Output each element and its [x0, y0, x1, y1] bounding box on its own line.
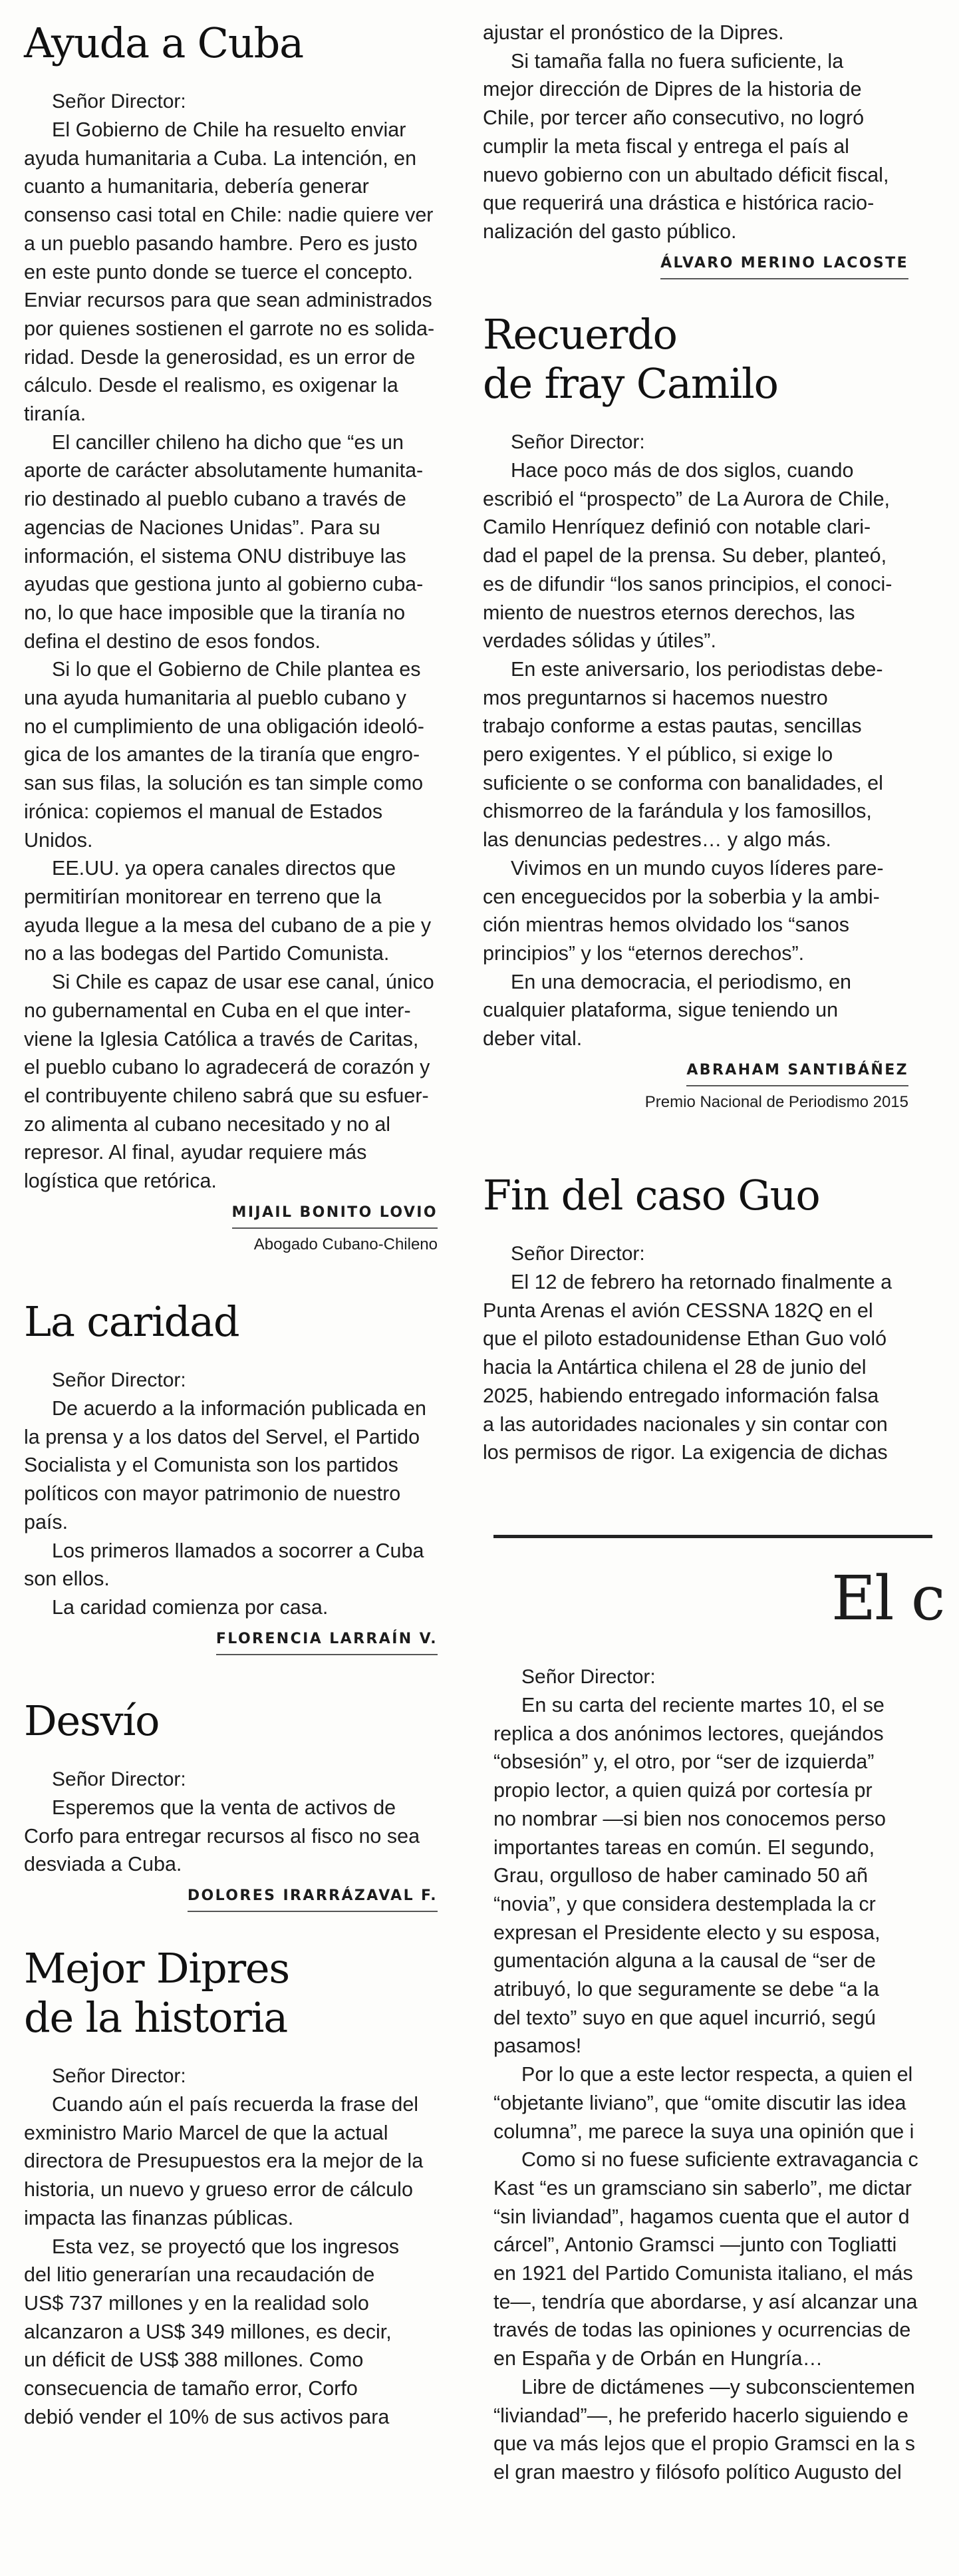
- text-line: mejor dirección de Dipres de la historia de: [483, 78, 862, 101]
- letter-title: [483, 1171, 908, 1220]
- letter-body: [483, 456, 908, 1053]
- title-line: Ayuda a Cuba: [24, 19, 303, 67]
- text-line: Punta Arenas el avión CESSNA 182Q en el: [483, 1299, 873, 1322]
- text-line: mos preguntarnos si hacemos nuestro: [483, 686, 828, 709]
- text-line: defina el destino de esos fondos.: [24, 629, 321, 653]
- text-line: chismorreo de la farándula y los famosillos,: [483, 800, 872, 823]
- signature-name: FLORENCIA LARRAÍN V.: [216, 1627, 438, 1655]
- text-line: el contribuyente chileno sabrá que su esfuer-: [24, 1084, 429, 1107]
- title-line: Desvío: [24, 1696, 160, 1745]
- text-line: El Gobierno de Chile ha resuelto enviar: [52, 118, 406, 141]
- paragraph: [483, 19, 908, 47]
- text-line: pasamos!: [493, 2034, 582, 2058]
- text-line: gumentación alguna a la causal de “ser de: [493, 1949, 876, 1973]
- letter-body: [483, 19, 908, 246]
- text-line: expresan el Presidente electo y su esposa,: [493, 1921, 881, 1944]
- text-line: Esta vez, se proyectó que los ingresos: [52, 2235, 400, 2258]
- text-line: cárcel”, Antonio Gramsci —junto con Togliatti: [493, 2233, 897, 2257]
- letter-body: [493, 1691, 959, 2487]
- letter-title: [483, 310, 908, 408]
- text-line: permitirían monitorear en terreno que la: [24, 885, 382, 908]
- paragraph: [24, 1394, 438, 1537]
- text-line: Enviar recursos para que sean administrados: [24, 289, 432, 312]
- signature-block: [483, 251, 908, 279]
- text-line: Unidos.: [24, 828, 93, 852]
- letter: [24, 1297, 438, 1655]
- text-line: “objetante liviano”, que “omite discutir las idea: [493, 2091, 906, 2114]
- text-line: del litio generarían una recaudación de: [24, 2263, 375, 2287]
- text-line: consecuencia de tamaño error, Corfo: [24, 2377, 358, 2400]
- text-line: no a las bodegas del Partido Comunista.: [24, 942, 390, 965]
- paragraph: [24, 1794, 438, 1879]
- paragraph: [483, 968, 908, 1053]
- text-line: En su carta del reciente martes 10, el se: [521, 1694, 885, 1716]
- text-line: importantes tareas en común. El segundo,: [493, 1836, 875, 1859]
- text-line: “sin liviandad”, hagamos cuenta que el autor d: [493, 2205, 910, 2228]
- text-line: Los primeros llamados a socorrer a Cuba: [52, 1539, 424, 1562]
- signature-name: MIJAIL BONITO LOVIO: [232, 1201, 438, 1229]
- text-line: debió vender el 10% de sus activos para: [24, 2405, 390, 2428]
- text-line: Chile, por tercer año consecutivo, no logró: [483, 106, 865, 130]
- text-line: través de todas las opiniones y ocurrencias de: [493, 2319, 911, 2342]
- salutation: Señor Director:: [52, 1369, 186, 1391]
- paragraph: [483, 1268, 908, 1467]
- text-line: replica a dos anónimos lectores, quejándos: [493, 1722, 884, 1745]
- text-line: consenso casi total en Chile: nadie quiere ver: [24, 204, 434, 227]
- signature-block: [24, 1201, 438, 1258]
- paragraph: [483, 655, 908, 854]
- paragraph: [24, 1537, 438, 1593]
- text-line: a las autoridades nacionales y sin contar con: [483, 1412, 888, 1436]
- signature-name: ABRAHAM SANTIBÁÑEZ: [686, 1058, 908, 1086]
- text-line: rio destinado al pueblo cubano a través de: [24, 488, 406, 511]
- text-line: viene la Iglesia Católica a través de Caritas,: [24, 1027, 419, 1050]
- text-line: Corfo para entregar recursos al fisco no sea: [24, 1824, 420, 1848]
- text-line: san sus filas, la solución es tan simple como: [24, 772, 424, 795]
- text-line: por quienes sostienen el garrote no es solida-: [24, 317, 435, 340]
- text-line: las denuncias pedestres… y algo más.: [483, 828, 831, 852]
- salutation: Señor Director:: [511, 431, 645, 453]
- text-line: historia, un nuevo y grueso error de cálculo: [24, 2178, 413, 2201]
- signature-role: Abogado Cubano-Chileno: [253, 1235, 438, 1253]
- paragraph: [493, 2060, 959, 2146]
- text-line: “liviandad”—, he preferido hacerlo siguiendo e: [493, 2404, 908, 2427]
- text-line: Si lo que el Gobierno de Chile plantea es: [52, 658, 421, 681]
- text-line: principios” y los “eternos derechos”.: [483, 941, 805, 965]
- letter-body: [483, 1268, 908, 1467]
- text-line: Esperemos que la venta de activos de: [52, 1796, 396, 1819]
- text-line: es de difundir “los sanos principios, el conoci-: [483, 572, 892, 595]
- signature-block: [24, 1884, 438, 1912]
- text-line: miento de nuestros eternos derechos, las: [483, 601, 855, 624]
- text-line: directora de Presupuestos era la mejor de la: [24, 2150, 424, 2173]
- letter-title: [24, 1696, 438, 1746]
- text-line: zo alimenta al cubano necesitado y no al: [24, 1112, 391, 1136]
- text-line: Si Chile es capaz de usar ese canal, único: [52, 971, 434, 994]
- paragraph: [493, 2373, 959, 2487]
- text-line: cuanto a humanitaria, debería generar: [24, 175, 369, 198]
- paragraph: [483, 47, 908, 246]
- cropped-letter: [493, 1663, 959, 2487]
- text-line: país.: [24, 1510, 68, 1533]
- title-line: Mejor Dipres: [24, 1944, 290, 1993]
- text-line: ayuda humanitaria a Cuba. La intención, en: [24, 146, 417, 170]
- text-line: ción mientras hemos olvidado los “sanos: [483, 913, 849, 937]
- text-line: cálculo. Desde el realismo, es oxigenar la: [24, 374, 398, 397]
- text-line: logística que retórica.: [24, 1170, 217, 1193]
- text-line: en este punto donde se tuerce el concepto.: [24, 260, 414, 283]
- text-line: “novia”, y que considera destemplada la cr: [493, 1892, 876, 1915]
- text-line: en España y de Orbán en Hungría…: [493, 2347, 823, 2370]
- text-line: te—, tendría que abordarse, y así alcanzar una: [493, 2290, 918, 2313]
- letter-body: [24, 2090, 438, 2431]
- text-line: no el cumplimiento de una obligación ideoló-: [24, 715, 424, 738]
- letter-body: [24, 1394, 438, 1622]
- paragraph: [24, 968, 438, 1196]
- text-line: ridad. Desde la generosidad, es un error de: [24, 345, 416, 369]
- text-line: información, el sistema ONU distribuye las: [24, 544, 406, 567]
- text-line: Kast “es un gramsciano sin saberlo”, me dictar: [493, 2176, 912, 2199]
- text-line: atribuyó, lo que seguramente se debe “a la: [493, 1978, 879, 2001]
- text-line: aporte de carácter absolutamente humanita-: [24, 459, 424, 482]
- text-line: El 12 de febrero ha retornado finalmente a: [511, 1271, 892, 1293]
- continued-letter: [483, 19, 908, 279]
- text-line: Socialista y el Comunista son los partidos: [24, 1454, 398, 1477]
- text-line: políticos con mayor patrimonio de nuestro: [24, 1482, 401, 1506]
- text-line: en 1921 del Partido Comunista italiano, el más: [493, 2262, 913, 2285]
- title-line: de fray Camilo: [483, 359, 778, 408]
- text-line: En este aniversario, los periodistas debe-: [511, 657, 883, 681]
- text-line: una ayuda humanitaria al pueblo cubano y: [24, 687, 406, 710]
- section-divider-rule: [493, 1535, 932, 1538]
- text-line: exministro Mario Marcel de que la actual: [24, 2121, 388, 2144]
- title-line: Fin del caso Guo: [483, 1171, 820, 1219]
- text-line: suficiente o se conforma con banalidades, el: [483, 771, 883, 794]
- text-line: nalización del gasto público.: [483, 220, 737, 243]
- text-line: cualquier plataforma, sigue teniendo un: [483, 999, 839, 1022]
- text-line: el gran maestro y filósofo político Augusto del: [493, 2460, 902, 2484]
- text-line: pero exigentes. Y el público, si exige lo: [483, 743, 833, 766]
- text-line: la prensa y a los datos del Servel, el Partido: [24, 1425, 420, 1448]
- text-line: ajustar el pronóstico de la Dipres.: [483, 21, 784, 44]
- title-line: de la historia: [24, 1993, 288, 2042]
- text-line: alcanzaron a US$ 349 millones, es decir,: [24, 2320, 392, 2343]
- cropped-letter-title: El c: [831, 1563, 944, 1634]
- text-line: que requerirá una drástica e histórica racio-: [483, 192, 875, 215]
- salutation: Señor Director:: [511, 1243, 645, 1265]
- signature-name: ÁLVARO MERINO LACOSTE: [660, 251, 908, 279]
- paragraph: [24, 428, 438, 656]
- paragraph: [24, 1593, 438, 1622]
- text-line: represor. Al final, ayudar requiere más: [24, 1141, 367, 1164]
- text-line: nuevo gobierno con un abultado déficit fiscal,: [483, 163, 889, 186]
- paragraph: [483, 854, 908, 968]
- text-line: deber vital.: [483, 1027, 583, 1050]
- signature-name: DOLORES IRARRÁZAVAL F.: [188, 1884, 438, 1912]
- text-line: tiranía.: [24, 402, 86, 426]
- text-line: Como si no fuese suficiente extravagancia c: [521, 2148, 918, 2172]
- text-line: 2025, habiendo entregado información falsa: [483, 1384, 879, 1407]
- text-line: un déficit de US$ 388 millones. Como: [24, 2348, 364, 2372]
- letter-title: [24, 1944, 438, 2042]
- letter-title: [24, 19, 438, 68]
- text-line: La caridad comienza por casa.: [52, 1595, 329, 1619]
- text-line: Por lo que a este lector respecta, a quien el: [521, 2063, 913, 2086]
- text-line: “obsesión” y, el otro, por “ser de izquierda”: [493, 1750, 875, 1774]
- signature-role: Premio Nacional de Periodismo 2015: [644, 1092, 908, 1111]
- text-line: a un pueblo pasando hambre. Pero es justo: [24, 232, 418, 255]
- text-line: los permisos de rigor. La exigencia de dichas: [483, 1441, 888, 1464]
- text-line: Camilo Henríquez definió con notable clari-: [483, 516, 871, 539]
- text-line: ayuda llegue a la mesa del cubano de a pie y: [24, 913, 432, 937]
- text-line: irónica: copiemos el manual de Estados: [24, 800, 383, 823]
- text-line: Hace poco más de dos siglos, cuando: [511, 459, 854, 482]
- salutation: Señor Director:: [52, 1768, 186, 1790]
- title-line: La caridad: [24, 1297, 239, 1346]
- paragraph: [24, 655, 438, 854]
- text-line: Cuando aún el país recuerda la frase del: [52, 2093, 419, 2116]
- paragraph: [24, 854, 438, 968]
- text-line: desviada a Cuba.: [24, 1853, 182, 1876]
- letter: [483, 1171, 908, 1467]
- title-line: Recuerdo: [483, 310, 677, 359]
- letter: [24, 1944, 438, 2431]
- text-line: del texto” suyo en que aquel incurrió, segú: [493, 2006, 876, 2029]
- text-line: trabajo conforme a estas pautas, sencillas: [483, 715, 862, 738]
- text-line: el pueblo cubano lo agradecerá de corazón y: [24, 1056, 430, 1079]
- letter: [24, 19, 438, 1258]
- text-line: EE.UU. ya opera canales directos que: [52, 857, 396, 880]
- text-line: Vivimos en un mundo cuyos líderes pare-: [511, 856, 884, 880]
- text-line: De acuerdo a la información publicada en: [52, 1397, 426, 1420]
- signature-block: [24, 1627, 438, 1655]
- letter-title: [24, 1297, 438, 1347]
- paragraph: [24, 2090, 438, 2233]
- text-line: agencias de Naciones Unidas”. Para su: [24, 516, 380, 539]
- text-line: que el piloto estadounidense Ethan Guo voló: [483, 1327, 887, 1351]
- text-line: no nombrar —si bien nos conocemos perso: [493, 1807, 886, 1830]
- text-line: no, lo que hace imposible que la tiranía no: [24, 601, 406, 624]
- text-line: no gubernamental en Cuba en el que inter-: [24, 999, 411, 1022]
- letter-body: [24, 1794, 438, 1879]
- text-line: propio lector, a quien quizá por cortesía pr: [493, 1779, 873, 1802]
- text-line: cumplir la meta fiscal y entrega el país al: [483, 134, 849, 158]
- paragraph: [493, 2146, 959, 2373]
- signature-block: [483, 1058, 908, 1116]
- salutation: Señor Director:: [52, 2065, 186, 2087]
- paragraph: [24, 2233, 438, 2432]
- paragraph: [483, 456, 908, 655]
- text-line: dad el papel de la prensa. Su deber, planteó,: [483, 544, 887, 567]
- letter: [483, 310, 908, 1116]
- text-line: escribió el “prospecto” de La Aurora de Chile,: [483, 487, 890, 510]
- text-line: verdades sólidas y útiles”.: [483, 629, 716, 653]
- text-line: Si tamaña falla no fuera suficiente, la: [511, 49, 844, 73]
- text-line: US$ 737 millones y en la realidad solo: [24, 2291, 369, 2315]
- text-line: que va más lejos que el propio Gramsci en la s: [493, 2432, 916, 2456]
- letter: [24, 1696, 438, 1912]
- salutation: Señor Director:: [52, 90, 186, 112]
- text-line: impacta las finanzas públicas.: [24, 2206, 294, 2229]
- text-line: El canciller chileno ha dicho que “es un: [52, 430, 404, 454]
- paragraph: [24, 116, 438, 428]
- text-line: gica de los amantes de la tiranía que engro-: [24, 743, 420, 766]
- text-line: cen enceguecidos por la soberbia y la ambi-: [483, 885, 880, 908]
- text-line: son ellos.: [24, 1567, 110, 1591]
- salutation: Señor Director:: [521, 1666, 656, 1688]
- letter-body: [24, 116, 438, 1196]
- text-line: columna”, me parece la suya una opinión que i: [493, 2120, 914, 2143]
- text-line: Libre de dictámenes —y subconscientemen: [521, 2375, 915, 2398]
- paragraph: [493, 1691, 959, 2060]
- text-line: En una democracia, el periodismo, en: [511, 970, 852, 993]
- text-line: hacia la Antártica chilena el 28 de junio del: [483, 1356, 867, 1379]
- text-line: Grau, orgulloso de haber caminado 50 añ: [493, 1864, 868, 1887]
- text-line: ayudas que gestiona junto al gobierno cuba-: [24, 573, 424, 596]
